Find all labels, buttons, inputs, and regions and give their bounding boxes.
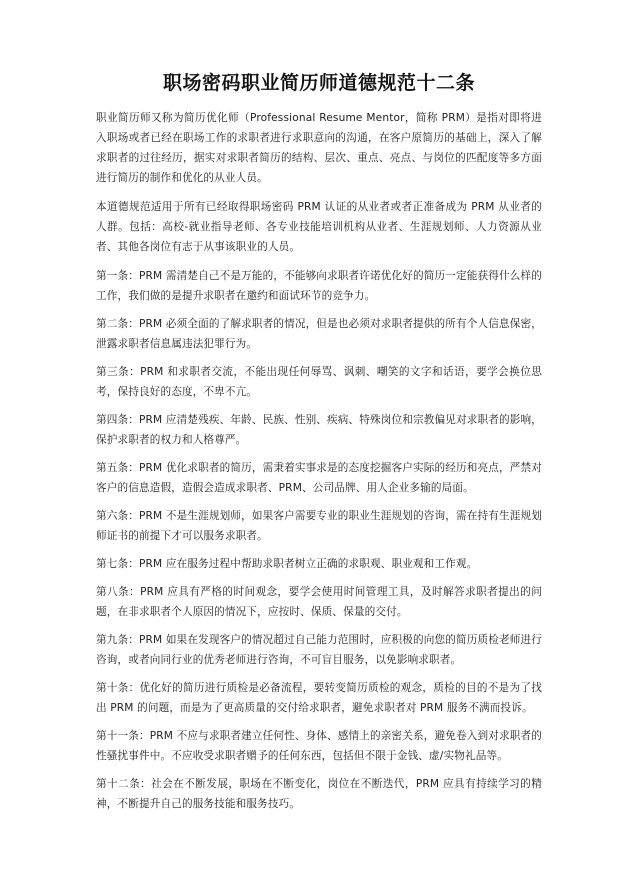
article-3: 第三条：PRM 和求职者交流，不能出现任何辱骂、讽刺、嘲笑的文字和话语，要学会换位思考，保持良好的态度，不卑不亢。 [96,366,542,398]
intro-paragraph-scope: 本道德规范适用于所有已经取得职场密码 PRM 认证的从业者或者正准备成为 PRM 从业者的人群。包括：高校-就业指导老师、各专业技能培训机构从业者、生涯规划师、人力资源从业者、其他各岗位有志于从事该职业的人员。 [96,201,542,253]
article-5: 第五条：PRM 优化求职者的简历，需秉着实事求是的态度挖掘客户实际的经历和亮点，严禁对客户的信息造假，造假会造成求职者、PRM、公司品牌、用人企业多输的局面。 [96,462,542,494]
article-6: 第六条：PRM 不是生涯规划师，如果客户需要专业的职业生涯规划的咨询，需在持有生涯规划师证书的前提下才可以服务求职者。 [96,510,542,542]
article-8: 第八条：PRM 应具有严格的时间观念，要学会使用时间管理工具，及时解答求职者提出的问题，在非求职者个人原因的情况下，应按时、保质、保量的交付。 [96,586,542,618]
article-4: 第四条：PRM 应清楚残疾、年龄、民族、性别、疾病、特殊岗位和宗教偏见对求职者的影响，保护求职者的权力和人格尊严。 [96,414,542,446]
article-1: 第一条：PRM 需清楚自己不是万能的，不能够向求职者许诺优化好的简历一定能获得什么样的工作，我们做的是提升求职者在邀约和面试环节的竞争力。 [96,270,542,302]
article-12: 第十二条：社会在不断发展，职场在不断变化，岗位在不断迭代，PRM 应具有持续学习的精神，不断提升自己的服务技能和服务技巧。 [96,778,542,810]
article-11: 第十一条：PRM 不应与求职者建立任何性、身体、感情上的亲密关系，避免卷入到对求职者的性骚扰事件中。不应收受求职者赠予的任何东西，包括但不限于金钱、虚/实物礼品等。 [96,730,542,762]
article-7: 第七条：PRM 应在服务过程中帮助求职者树立正确的求职观、职业观和工作观。 [96,558,478,570]
article-10: 第十条：优化好的简历进行质检是必备流程，要转变简历质检的观念，质检的目的不是为了找出 PRM 的问题，而是为了更高质量的交付给求职者，避免求职者对 PRM 服务不满而投诉。 [96,682,542,714]
article-9: 第九条：PRM 如果在发现客户的情况超过自己能力范围时，应积极的向您的简历质检老师进行咨询，或者向同行业的优秀老师进行咨询，不可盲目服务，以免影响求职者。 [96,634,542,666]
intro-paragraph-definition: 职业简历师又称为简历优化师（Professional Resume Mentor，简称 PRM）是指对即将进入职场或者已经在职场工作的求职者进行求职意向的沟通，在客户原简历的基础上，深入了解求职者的过往经历，据实对求职者简历的结构、层次、重点、亮点、与岗位的匹配度等多方面进行简历的制作和优化的从业人员。 [96,112,542,184]
document-title: 职场密码职业简历师道德规范十二条 [162,72,475,94]
document-page [96,70,542,822]
article-2: 第二条：PRM 必须全面的了解求职者的情况，但是也必须对求职者提供的所有个人信息保密，泄露求职者信息属违法犯罪行为。 [96,318,542,350]
